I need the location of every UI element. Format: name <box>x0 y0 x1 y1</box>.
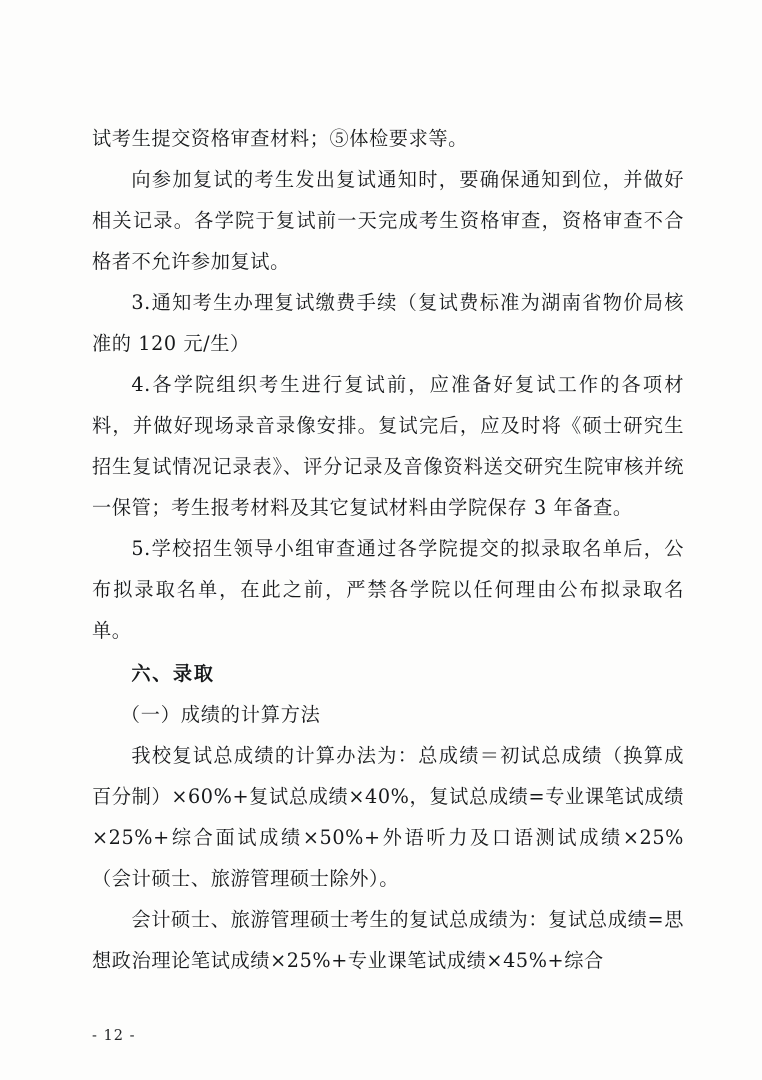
section-heading-admission: 六、录取 <box>131 662 215 685</box>
subsection-heading-score-method: （一）成绩的计算方法 <box>120 703 321 726</box>
page-number: - 12 - <box>92 1028 136 1044</box>
paragraph-score-formula-mpacc: 会计硕士、旅游管理硕士考生的复试总成绩为：复试总成绩=思想政治理论笔试成绩×25%+专业课笔试成绩×45%+综合 <box>92 908 684 972</box>
paragraph-score-formula: 我校复试总成绩的计算办法为：总成绩＝初试总成绩（换算成百分制）×60%+复试总成绩×40%，复试总成绩=专业课笔试成绩×25%+综合面试成绩×50%+外语听力及口语测试成绩×25%（会计硕士、旅游管理硕士除外）。 <box>92 744 684 890</box>
paragraph-exam-materials: 试考生提交资格审查材料；⑤体检要求等。 <box>92 127 468 150</box>
document-body <box>92 118 684 981</box>
paragraph-item-5: 5.学校招生领导小组审查通过各学院提交的拟录取名单后，公布拟录取名单，在此之前，严禁各学院以任何理由公布拟录取名单。 <box>92 537 684 642</box>
paragraph-item-4: 4.各学院组织考生进行复试前，应准备好复试工作的各项材料，并做好现场录音录像安排。复试完后，应及时将《硕士研究生招生复试情况记录表》、评分记录及音像资料送交研究生院审核并统一保管；考生报考材料及其它复试材料由学院保存 3 年备查。 <box>92 373 684 519</box>
paragraph-notice: 向参加复试的考生发出复试通知时，要确保通知到位，并做好相关记录。各学院于复试前一天完成考生资格审查，资格审查不合格者不允许参加复试。 <box>92 168 684 273</box>
paragraph-item-3: 3.通知考生办理复试缴费手续（复试费标准为湖南省物价局核准的 120 元/生） <box>92 291 684 355</box>
